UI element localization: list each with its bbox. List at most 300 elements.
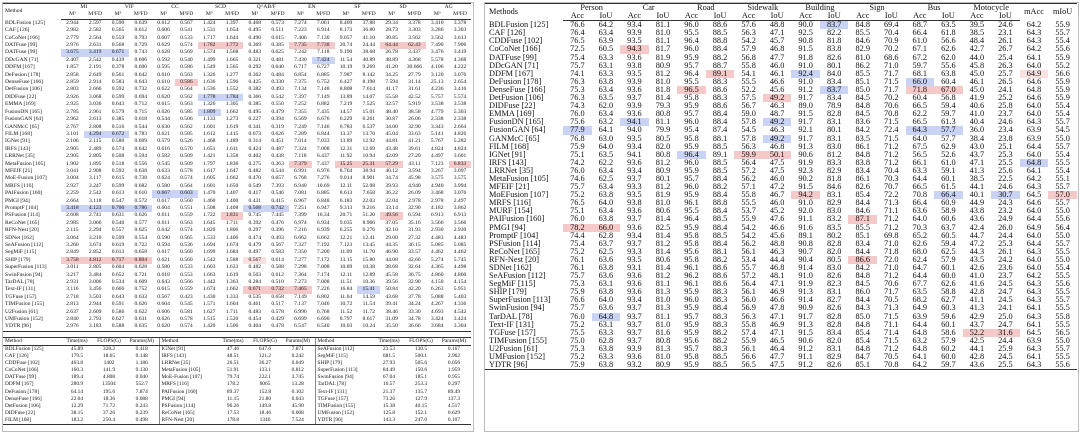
method-name: PSFusion [114] bbox=[5, 212, 40, 219]
metric-value: 4.542 bbox=[453, 308, 467, 315]
segmentation-value: 25.8 bbox=[998, 102, 1013, 111]
metric-value: 0.617 bbox=[157, 249, 170, 256]
metric-value: 1.333 bbox=[225, 293, 239, 300]
segmentation-value: 93.6 bbox=[627, 223, 642, 232]
metric-value: 6.662 bbox=[294, 234, 307, 241]
segmentation-value: 44.1 bbox=[969, 344, 985, 353]
metric-label: Acc bbox=[620, 12, 649, 21]
segmentation-value: 47.7 bbox=[769, 353, 785, 362]
metric-value: 0.560 bbox=[180, 197, 193, 204]
metric-value: 0.574 bbox=[180, 175, 193, 182]
efficiency-value: 0.167 bbox=[447, 345, 461, 352]
segmentation-value: 42.4 bbox=[969, 223, 985, 232]
segmentation-value: 81.9 bbox=[655, 53, 671, 62]
metric-value: 6.991 bbox=[294, 167, 307, 174]
segmentation-value: 55.5 bbox=[1055, 247, 1070, 256]
segmentation-value: 63.1 bbox=[598, 280, 614, 289]
segmentation-value: 95.8 bbox=[684, 353, 699, 362]
metric-value: 4.462 bbox=[430, 249, 444, 256]
segmentation-value: 59.6 bbox=[941, 312, 956, 321]
segmentation-value: 64.3 bbox=[1026, 118, 1042, 127]
segmentation-value: 46.8 bbox=[769, 142, 785, 151]
segmentation-value: 85.4 bbox=[855, 336, 871, 345]
segmentation-value: 83.0 bbox=[826, 264, 842, 272]
segmentation-value: 95.7 bbox=[684, 344, 699, 353]
table-row bbox=[485, 151, 1077, 159]
segmentation-value: 81.0 bbox=[655, 320, 671, 329]
segmentation-value: 57.8 bbox=[741, 134, 756, 143]
metric-value: 2.976 bbox=[61, 323, 84, 331]
class-header: Car bbox=[620, 4, 677, 13]
metric-value: 5.757 bbox=[430, 93, 444, 100]
segmentation-value: 88.3 bbox=[712, 77, 728, 86]
metric-value: 8.808 bbox=[339, 86, 353, 93]
table-row bbox=[485, 62, 1077, 70]
metric-value: 0.643 bbox=[111, 293, 125, 300]
segmentation-value: 57.4 bbox=[741, 328, 756, 337]
segmentation-value: 47.5 bbox=[763, 361, 792, 370]
metric-value: 1.531 bbox=[202, 27, 216, 34]
segmentation-value: 90.8 bbox=[798, 37, 813, 46]
efficiency-value: 150.6 bbox=[414, 367, 428, 374]
table-row bbox=[485, 345, 1077, 353]
metric-value: 6.717 bbox=[294, 64, 307, 71]
segmentation-value: 80.8 bbox=[655, 336, 671, 345]
metric-value: 0.484 bbox=[271, 71, 284, 78]
method-name: RFN-Nest [20] bbox=[489, 255, 540, 264]
method-name: DIDFuse [22] bbox=[489, 102, 536, 111]
segmentation-value: 55.4 bbox=[1055, 110, 1070, 119]
efficiency-value: 0.629 bbox=[447, 409, 461, 416]
metric-label: Acc bbox=[563, 12, 592, 21]
efficiency-value: 4.808 bbox=[102, 374, 116, 381]
metric-value: 1.515 bbox=[202, 316, 216, 323]
segmentation-value: 76.1 bbox=[570, 264, 585, 272]
segmentation-value: 76.1 bbox=[570, 255, 585, 264]
metric-value: 9.269 bbox=[362, 64, 376, 71]
metric-value: 12.21 bbox=[339, 234, 353, 241]
metric-value: 2.338 bbox=[453, 116, 467, 123]
segmentation-value: 84.5 bbox=[855, 280, 871, 289]
segmentation-value: 23.8 bbox=[998, 134, 1013, 143]
table-row bbox=[3, 309, 471, 316]
metric-value: 1.711 bbox=[225, 308, 239, 315]
metric-value: 3.674 bbox=[88, 242, 102, 248]
segmentation-value: 85.0 bbox=[855, 312, 871, 321]
metric-value: 0.546 bbox=[271, 190, 284, 197]
method-name: YDTR [96] bbox=[485, 361, 563, 370]
segmentation-value: 84.8 bbox=[855, 344, 871, 353]
segmentation-value: 84.7 bbox=[855, 353, 871, 362]
metric-value: 0.284 bbox=[248, 279, 262, 286]
segmentation-value: 78.2 bbox=[563, 224, 592, 232]
metric-value: 8.617 bbox=[362, 316, 376, 323]
metric-value: 3.684 bbox=[426, 323, 449, 331]
segmentation-value: 63.2 bbox=[598, 118, 614, 127]
method-name: DeFusion [178] bbox=[5, 388, 39, 395]
metric-value: 31.93 bbox=[408, 227, 421, 234]
metric-value: 0.540 bbox=[180, 56, 193, 63]
segmentation-value: 66.0 bbox=[592, 224, 621, 232]
segmentation-value: 96.0 bbox=[684, 296, 699, 305]
metric-value: 1.421 bbox=[202, 153, 216, 160]
metric-value: 1.809 bbox=[198, 109, 221, 116]
table-row bbox=[3, 360, 471, 367]
segmentation-value: 42.8 bbox=[969, 353, 985, 362]
metric-value: 3.538 bbox=[430, 101, 444, 108]
metric-value: 3.118 bbox=[89, 197, 102, 204]
method-name: SeAFusion [112] bbox=[5, 242, 44, 248]
metric-value: 0.612 bbox=[157, 19, 170, 26]
method-name: BDLFusion [125] bbox=[5, 345, 44, 352]
table-row bbox=[3, 35, 471, 42]
segmentation-value: 46.8 bbox=[769, 45, 785, 54]
metric-value: 0.643 bbox=[134, 79, 148, 86]
segmentation-value: 64.4 bbox=[1026, 142, 1042, 151]
metric-value: 15.80 bbox=[362, 256, 376, 263]
segmentation-value: 59.1 bbox=[941, 166, 956, 175]
table-row bbox=[3, 175, 471, 182]
segmentation-value: 96.0 bbox=[684, 158, 699, 167]
segmentation-value: 80.5 bbox=[655, 134, 671, 143]
efficiency-value: 0.056 bbox=[447, 360, 461, 367]
method-name: Text-IF [131] bbox=[315, 389, 373, 396]
segmentation-value: 64.9 bbox=[1020, 70, 1049, 78]
segmentation-value: 56.8 bbox=[941, 94, 956, 103]
segmentation-value: 84.5 bbox=[855, 94, 871, 103]
segmentation-value: 56.3 bbox=[741, 29, 756, 38]
segmentation-value: 85.1 bbox=[848, 361, 877, 370]
metric-value: 34.78 bbox=[408, 316, 421, 323]
metric-value: 3.247 bbox=[88, 182, 102, 189]
table-row bbox=[485, 167, 1077, 175]
segmentation-value: 60.0 bbox=[941, 272, 956, 281]
efficiency-value: 18.36 bbox=[102, 395, 116, 402]
segmentation-value: 55.4 bbox=[1055, 102, 1070, 111]
segmentation-value: 22.5 bbox=[998, 174, 1013, 183]
efficiency-value: 0.418 bbox=[135, 345, 148, 352]
segmentation-value: 55.9 bbox=[1055, 77, 1070, 86]
segmentation-value: 64.8 bbox=[1026, 85, 1042, 94]
metric-value: 2.767 bbox=[66, 123, 79, 130]
metric-value: 0.715 bbox=[134, 108, 148, 115]
segmentation-value: 54.2 bbox=[741, 231, 756, 240]
segmentation-value: 24.7 bbox=[998, 320, 1013, 329]
segmentation-value: 46.7 bbox=[769, 191, 785, 200]
segmentation-value: 56.1 bbox=[741, 288, 756, 297]
metric-value: 0.667 bbox=[152, 190, 175, 197]
efficiency-value: 71.72 bbox=[102, 402, 116, 409]
metric-value: 0.533 bbox=[180, 264, 193, 271]
metric-value: 0.493 bbox=[271, 234, 284, 241]
metric-value: 1.588 bbox=[225, 256, 239, 263]
segmentation-value: 62.0 bbox=[941, 53, 956, 62]
metric-value: 1.133 bbox=[202, 116, 216, 123]
metric-value: 2.106 bbox=[66, 138, 79, 145]
metric-value: 1.430 bbox=[202, 293, 216, 300]
metric-value: 1.506 bbox=[221, 323, 244, 331]
segmentation-value: 84.8 bbox=[855, 272, 871, 281]
efficiency-value: 47.46 bbox=[226, 345, 240, 352]
metric-value: 1.857 bbox=[66, 64, 79, 71]
metric-value: 0.517 bbox=[271, 301, 284, 308]
metric-label: Acc bbox=[906, 12, 935, 21]
segmentation-value: 23.7 bbox=[998, 110, 1013, 119]
metric-value: 2.905 bbox=[66, 145, 79, 152]
table-row bbox=[3, 101, 471, 108]
segmentation-value: 46.3 bbox=[769, 247, 785, 256]
metric-value: 0.541 bbox=[180, 27, 193, 34]
segmentation-value: 26.1 bbox=[998, 37, 1013, 46]
segmentation-value: 70.7 bbox=[884, 183, 899, 192]
efficiency-value: 681.5 bbox=[382, 353, 396, 360]
metric-value: 26.78 bbox=[385, 49, 398, 56]
metric-value: 13.89 bbox=[339, 138, 353, 145]
efficiency-value: 195.6 bbox=[102, 388, 116, 395]
method-name: FusionGAN [64] bbox=[489, 126, 546, 135]
segmentation-value: 91.4 bbox=[798, 296, 813, 305]
segmentation-value: 81.4 bbox=[655, 264, 671, 272]
segmentation-value: 60.5 bbox=[941, 231, 956, 240]
method-name: BDLFusion [125] bbox=[489, 20, 549, 29]
segmentation-value: 55.5 bbox=[741, 77, 756, 86]
metric-value: 10.38 bbox=[362, 264, 376, 271]
segmentation-value: 88.3 bbox=[712, 94, 728, 103]
segmentation-value: 81.0 bbox=[655, 199, 671, 208]
segmentation-value: 55.2 bbox=[1055, 61, 1070, 70]
metric-value: 0.590 bbox=[157, 234, 170, 241]
segmentation-value: 80.8 bbox=[655, 150, 671, 159]
metric-value: 4.779 bbox=[430, 108, 444, 115]
metric-value: 55.58 bbox=[385, 93, 398, 100]
segmentation-value: 75.4 bbox=[570, 53, 585, 62]
segmentation-value: 52.6 bbox=[941, 150, 956, 159]
segmentation-value: 38.4 bbox=[969, 134, 985, 143]
segmentation-value: 56.5 bbox=[1055, 328, 1070, 337]
segmentation-value: 80.5 bbox=[826, 255, 842, 264]
segmentation-value: 95.9 bbox=[684, 320, 699, 329]
metric-value: 0.551 bbox=[180, 204, 193, 211]
metric-value: 3.419 bbox=[84, 49, 107, 56]
metric-value: 6.913 bbox=[453, 212, 467, 219]
segmentation-value: 23.7 bbox=[998, 272, 1013, 281]
segmentation-value: 44.0 bbox=[969, 53, 985, 62]
segmentation-value: 89.1 bbox=[712, 150, 728, 159]
segmentation-value: 82.7 bbox=[826, 296, 842, 305]
metric-value: 0.666 bbox=[111, 286, 125, 293]
class-header: Bus bbox=[906, 4, 963, 13]
metric-value: 2.115 bbox=[89, 138, 102, 145]
segmentation-value: 95.7 bbox=[684, 174, 699, 183]
metric-value: 3.343 bbox=[430, 123, 444, 130]
metric-value: 3.304 bbox=[449, 323, 472, 331]
metric-value: 25.13 bbox=[430, 79, 444, 86]
segmentation-value: 64.1 bbox=[1026, 53, 1042, 62]
segmentation-value: 30.7 bbox=[991, 191, 1020, 199]
metric-value: 0.563 bbox=[180, 219, 193, 226]
table-row bbox=[485, 329, 1077, 337]
method-name: DDcGAN [71] bbox=[489, 61, 539, 70]
segmentation-value: 93.7 bbox=[627, 328, 642, 337]
table-row bbox=[3, 146, 471, 153]
metric-value: 0.612 bbox=[271, 271, 284, 278]
table-row bbox=[3, 79, 471, 86]
segmentation-value: 62.5 bbox=[598, 247, 614, 256]
segmentation-value: 46.1 bbox=[769, 69, 785, 78]
metric-value: 50.84 bbox=[385, 286, 398, 293]
segmentation-value: 55.7 bbox=[1055, 239, 1070, 248]
metric-value: 0.618 bbox=[157, 271, 170, 278]
metric-value: 6.662 bbox=[316, 234, 330, 241]
metric-value: 5.274 bbox=[430, 256, 444, 263]
segmentation-value: 84.6 bbox=[826, 183, 842, 192]
metric-value: 4.498 bbox=[453, 264, 467, 271]
table-row bbox=[485, 224, 1077, 232]
segmentation-value: 64.6 bbox=[1026, 199, 1042, 208]
segmentation-value: 85.5 bbox=[855, 223, 871, 232]
metric-value: 36.22 bbox=[385, 190, 398, 197]
metric-value: 3.068 bbox=[88, 93, 102, 100]
segmentation-value: 88.4 bbox=[712, 174, 728, 183]
segmentation-value: 56.5 bbox=[734, 361, 763, 370]
segmentation-value: 72.2 bbox=[884, 191, 899, 200]
segmentation-value: 71.2 bbox=[884, 158, 899, 167]
method-name: TIMFusion [155] bbox=[5, 301, 45, 308]
segmentation-value: 96.4 bbox=[684, 215, 699, 224]
segmentation-value: 95.8 bbox=[684, 94, 699, 103]
metric-value: 30.87 bbox=[385, 116, 398, 123]
metric-value: 1.397 bbox=[225, 19, 239, 26]
metric-value: 20.74 bbox=[339, 42, 353, 49]
method-name: DetFusion [106] bbox=[489, 94, 544, 103]
segmentation-value: 25.1 bbox=[998, 142, 1013, 151]
metric-value: 1.408 bbox=[225, 204, 239, 211]
metric-value: 0.612 bbox=[134, 27, 148, 34]
method-name: YDTR [96] bbox=[3, 323, 61, 331]
metric-value: 0.568 bbox=[111, 42, 125, 49]
metric-value: 3.416 bbox=[453, 86, 467, 93]
segmentation-value: 85.1 bbox=[855, 77, 871, 86]
metric-value: 0.424 bbox=[248, 145, 262, 152]
metric-value: 2.542 bbox=[88, 56, 102, 63]
metric-value: 1.460 bbox=[202, 197, 216, 204]
segmentation-value: 45.0 bbox=[969, 69, 985, 78]
metric-value: 1.489 bbox=[225, 138, 239, 145]
efficiency-header: Params(M) bbox=[125, 337, 159, 345]
segmentation-value: 71.0 bbox=[884, 264, 899, 272]
segmentation-value: 55.4 bbox=[1055, 264, 1070, 272]
metric-value: 1.574 bbox=[202, 49, 216, 56]
left-panel bbox=[2, 2, 474, 432]
metric-value: 1.902 bbox=[66, 160, 79, 167]
metric-value: 7.061 bbox=[316, 19, 330, 26]
segmentation-value: 48.1 bbox=[769, 272, 785, 281]
segmentation-value: 56.9 bbox=[741, 304, 756, 313]
segmentation-value: 47.5 bbox=[769, 166, 785, 175]
metric-value: 3.575 bbox=[430, 175, 444, 182]
metric-subheader: M³FD bbox=[175, 11, 198, 19]
segmentation-value: 24.6 bbox=[998, 183, 1013, 192]
metric-value: 7.172 bbox=[316, 256, 330, 263]
metric-value: 15.41 bbox=[357, 286, 380, 293]
segmentation-value: 63.6 bbox=[912, 207, 928, 216]
metric-value: 8.764 bbox=[339, 167, 353, 174]
metric-value: 0.621 bbox=[157, 130, 170, 137]
efficiency-value: 51.91 bbox=[226, 367, 240, 374]
efficiency-value: 0.148 bbox=[135, 353, 148, 360]
method-name: PromptF [104] bbox=[5, 204, 39, 211]
metric-value: 0.671 bbox=[107, 49, 130, 56]
segmentation-value: 71.5 bbox=[884, 77, 899, 86]
segmentation-value: 93.7 bbox=[627, 215, 642, 224]
metric-value: 15.25 bbox=[335, 161, 358, 168]
method-name: DIDFuse [22] bbox=[5, 409, 36, 416]
segmentation-value: 58.6 bbox=[941, 328, 956, 337]
metric-value: 1.277 bbox=[225, 71, 239, 78]
metric-value: 0.559 bbox=[180, 212, 193, 219]
method-name: DATFuse [99] bbox=[5, 49, 38, 56]
efficiency-header: Params(M) bbox=[281, 337, 315, 345]
metric-value: 0.604 bbox=[157, 204, 170, 211]
efficiency-value: 26.51 bbox=[226, 360, 240, 367]
segmentation-value: 85.4 bbox=[855, 191, 871, 200]
metric-value: 0.793 bbox=[134, 34, 148, 41]
segmentation-value: 75.2 bbox=[570, 353, 585, 362]
metric-value: 3.004 bbox=[66, 175, 79, 182]
method-name: MoEFusion [107] bbox=[489, 191, 549, 200]
metric-value: 10.89 bbox=[339, 264, 353, 271]
segmentation-value: 84.4 bbox=[855, 296, 871, 305]
segmentation-value: 64.3 bbox=[1026, 280, 1042, 289]
metric-value: 4.236 bbox=[430, 86, 444, 93]
segmentation-value: 55.0 bbox=[1055, 231, 1070, 240]
segmentation-value: 95.9 bbox=[684, 102, 699, 111]
metric-value: 5.951 bbox=[453, 286, 467, 293]
metric-value: 0.542 bbox=[271, 93, 284, 100]
metric-value: 0.631 bbox=[134, 316, 148, 323]
table-row bbox=[3, 190, 471, 197]
segmentation-value: 82.8 bbox=[826, 239, 842, 248]
segmentation-value: 64.6 bbox=[1026, 77, 1042, 86]
metric-value: 3.041 bbox=[66, 167, 79, 174]
metric-value: 1.424 bbox=[202, 19, 216, 26]
segmentation-value: 70.4 bbox=[884, 166, 899, 175]
method-name: DDFM [167] bbox=[489, 69, 534, 78]
segmentation-value: 96.5 bbox=[677, 86, 706, 94]
metric-value: 36.66 bbox=[403, 323, 426, 331]
efficiency-value: 463.8 bbox=[70, 360, 84, 367]
metric-value: 0.580 bbox=[157, 182, 170, 189]
method-name: RFN-Nest [20] bbox=[159, 417, 217, 425]
segmentation-value: 81.0 bbox=[655, 77, 671, 86]
metric-value: 0.508 bbox=[111, 153, 125, 160]
metric-value: 1.415 bbox=[225, 130, 239, 137]
segmentation-value: 45.7 bbox=[769, 37, 785, 46]
segmentation-value: 46.9 bbox=[769, 320, 785, 329]
metric-value: 1.601 bbox=[202, 123, 216, 130]
segmentation-value: 88.5 bbox=[712, 158, 728, 167]
segmentation-value: 85.5 bbox=[855, 29, 871, 38]
segmentation-table bbox=[485, 3, 1077, 370]
metric-value: 0.429 bbox=[271, 316, 284, 323]
method-name: PSFusion [114] bbox=[159, 403, 217, 410]
method-name: Text-IF [131] bbox=[5, 286, 36, 293]
segmentation-value: 42.5 bbox=[969, 336, 985, 345]
method-name: TGFuse [157] bbox=[5, 293, 37, 300]
metric-value: 1.895 bbox=[88, 160, 102, 167]
metric-value: 0.599 bbox=[111, 234, 125, 241]
segmentation-value: 63.4 bbox=[598, 166, 614, 175]
